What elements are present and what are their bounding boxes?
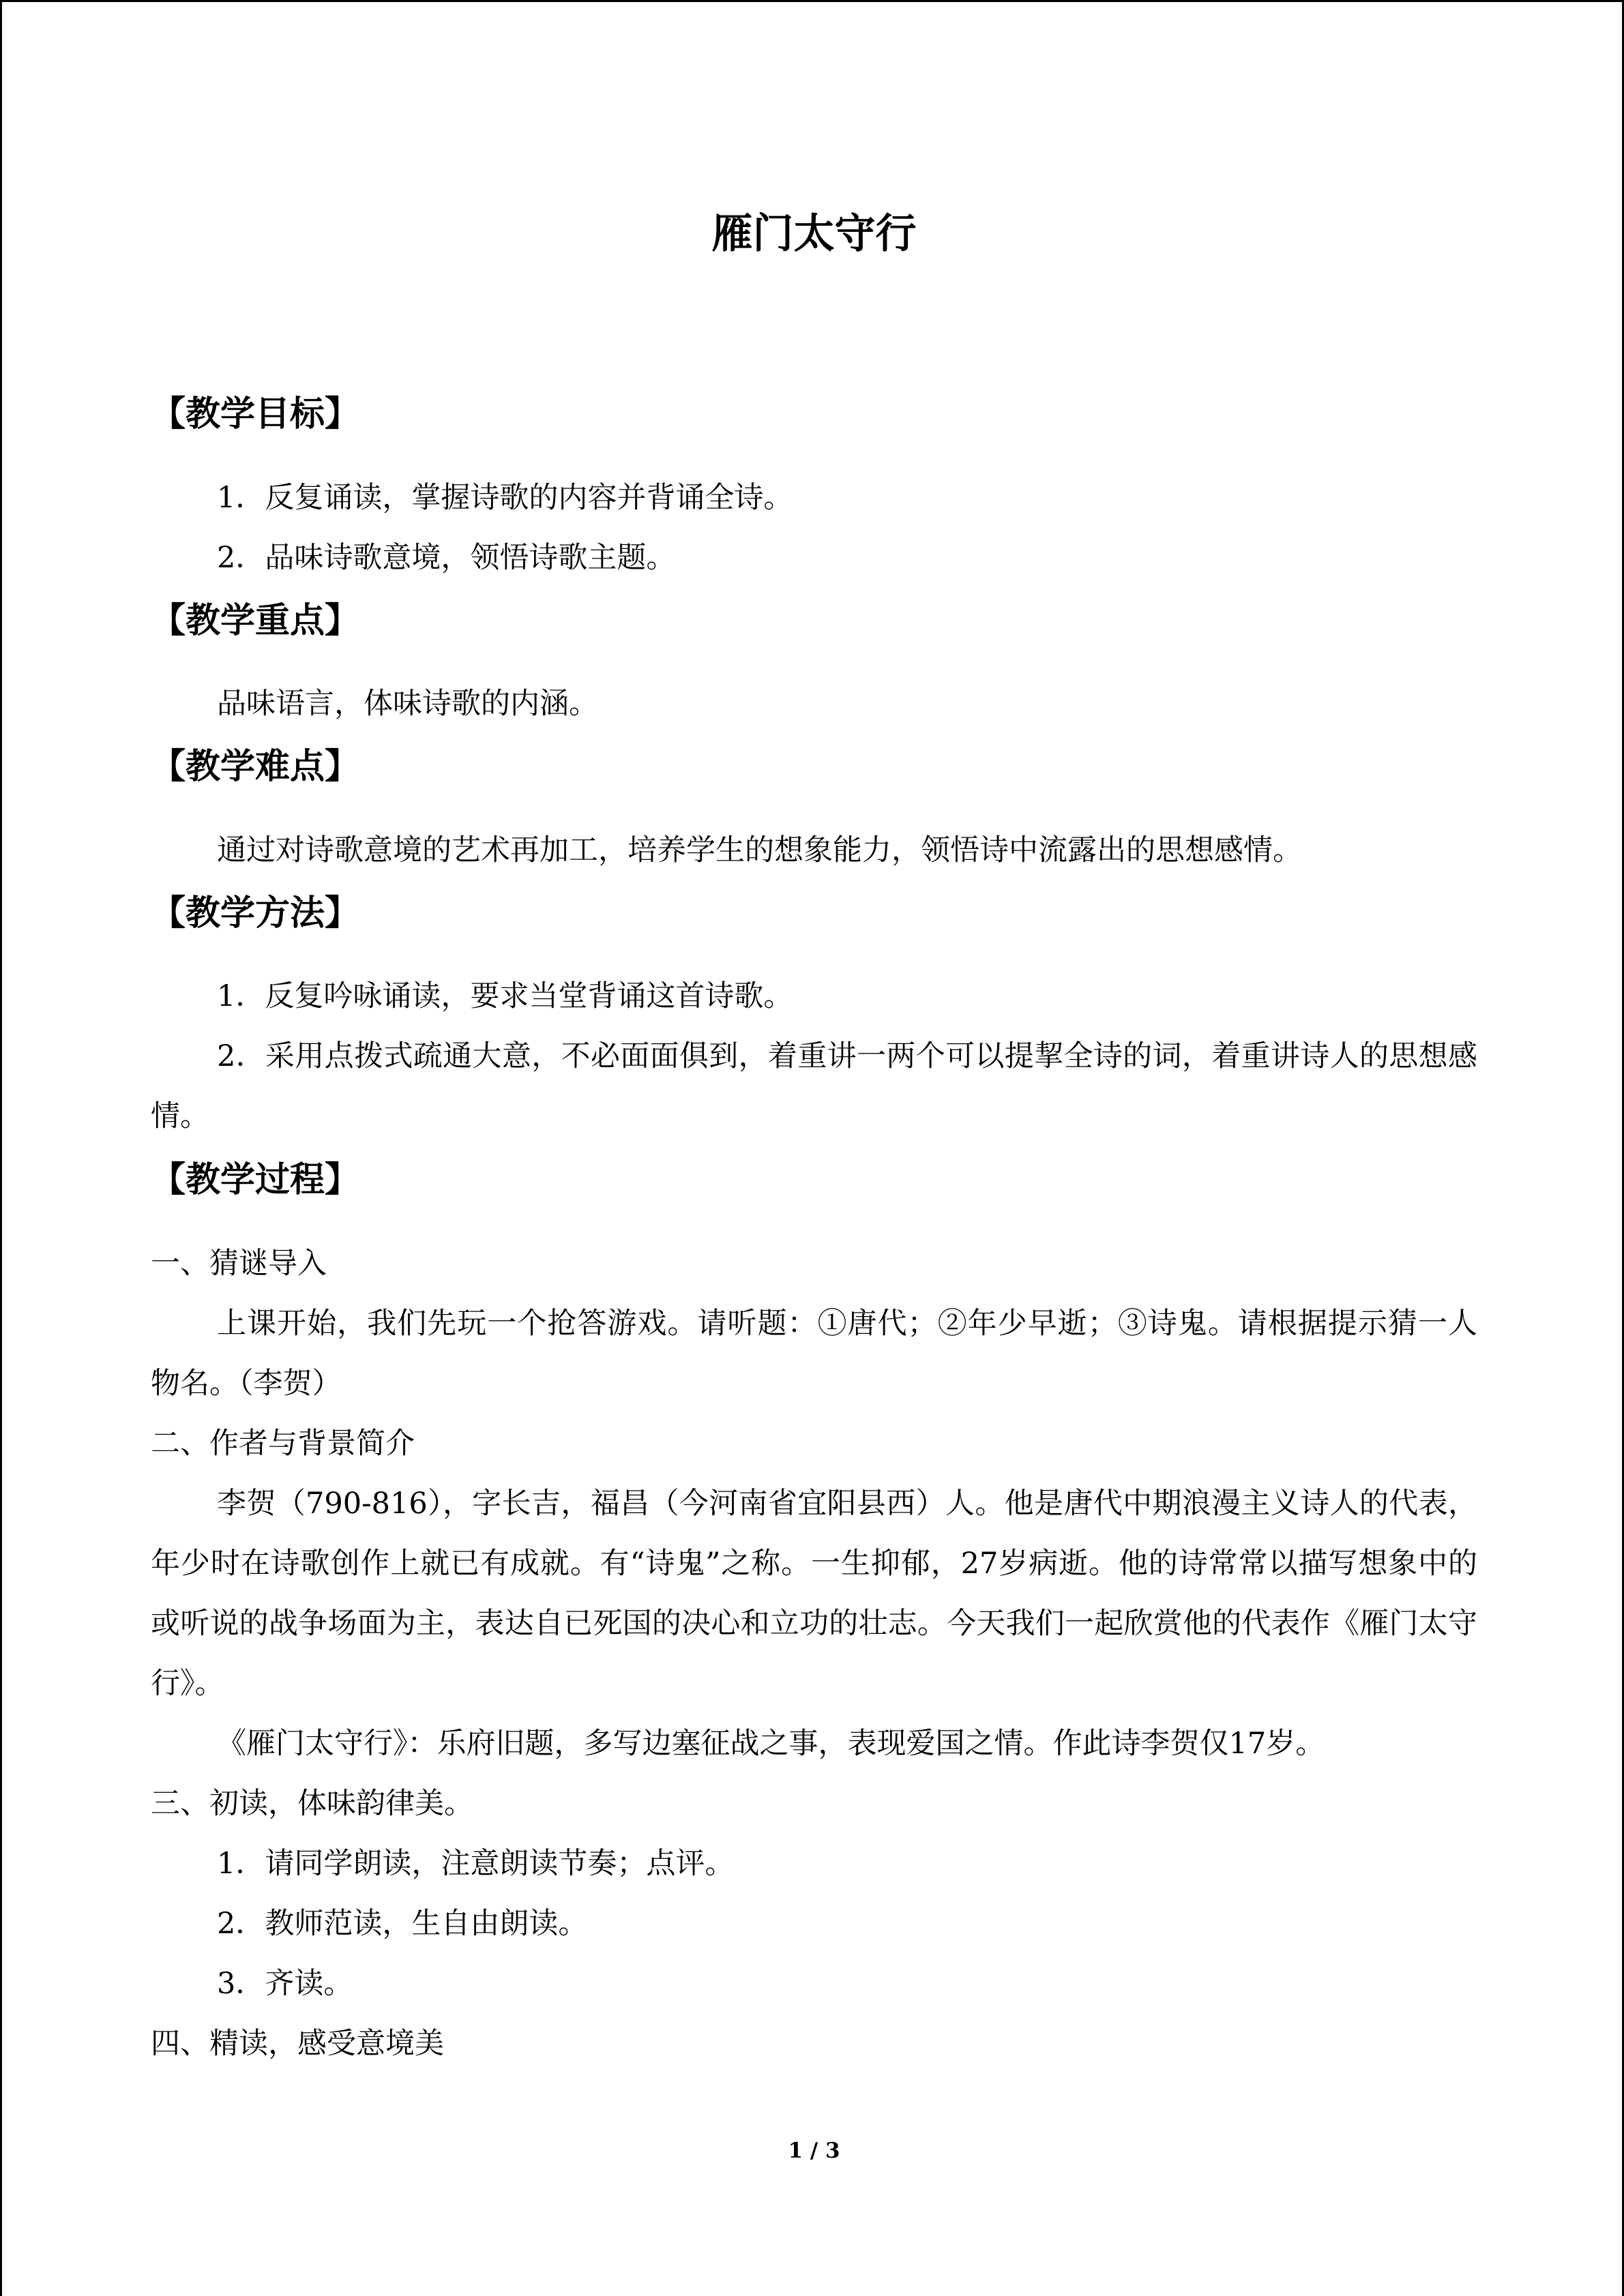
step2-text-2: 《雁门太守行》：乐府旧题，多写边塞征战之事，表现爱国之情。作此诗李贺仅17岁。 <box>217 1727 1325 1761</box>
heading-key-points: 【教学重点】 <box>151 601 360 641</box>
heading-difficulties: 【教学难点】 <box>151 747 360 787</box>
step3-title: 三、初读，体味韵律美。 <box>151 1787 473 1821</box>
goal-item-2: 2．品味诗歌意境，领悟诗歌主题。 <box>217 541 676 575</box>
step3-item-2: 2．教师范读，生自由朗读。 <box>217 1907 588 1941</box>
heading-teaching-goals: 【教学目标】 <box>151 394 360 434</box>
heading-process: 【教学过程】 <box>151 1160 360 1200</box>
step2-text-1: 李贺（790-816），字长吉，福昌（今河南省宜阳县西）人。他是唐代中期浪漫主义诗人的代表，年少时在诗歌创作上就已有成就。有“诗鬼”之称。一生抑郁，27岁病逝。他的诗常常以描写想象中的或听说的战争场面为主，表达自已死国的决心和立功的壮志。今天我们一起欣赏他的代表作《雁门太守行》。 <box>151 1487 1477 1701</box>
step1-text: 上课开始，我们先玩一个抢答游戏。请听题：①唐代；②年少早逝；③诗鬼。请根据提示猜一人物名。（李贺） <box>151 1307 1477 1401</box>
step4-title: 四、精读，感受意境美 <box>151 2027 444 2061</box>
step3-item-3: 3．齐读。 <box>217 1967 353 2001</box>
step3-item-1: 1．请同学朗读，注意朗读节奏；点评。 <box>217 1847 735 1881</box>
document-title: 雁门太守行 <box>711 210 917 258</box>
heading-methods: 【教学方法】 <box>151 893 360 934</box>
key-points-text: 品味语言，体味诗歌的内涵。 <box>217 687 598 721</box>
page-number: 1 / 3 <box>788 2138 840 2163</box>
step2-title: 二、作者与背景简介 <box>151 1427 415 1461</box>
goal-item-1: 1．反复诵读，掌握诗歌的内容并背诵全诗。 <box>217 481 793 515</box>
method-item-2: 2．采用点拨式疏通大意，不必面面俱到，着重讲一两个可以提挈全诗的词，着重讲诗人的思想感情。 <box>151 1039 1477 1133</box>
difficulties-text: 通过对诗歌意境的艺术再加工，培养学生的想象能力，领悟诗中流露出的思想感情。 <box>217 833 1302 867</box>
step1-title: 一、猜谜导入 <box>151 1247 327 1281</box>
method-item-1: 1．反复吟咏诵读，要求当堂背诵这首诗歌。 <box>217 979 793 1013</box>
